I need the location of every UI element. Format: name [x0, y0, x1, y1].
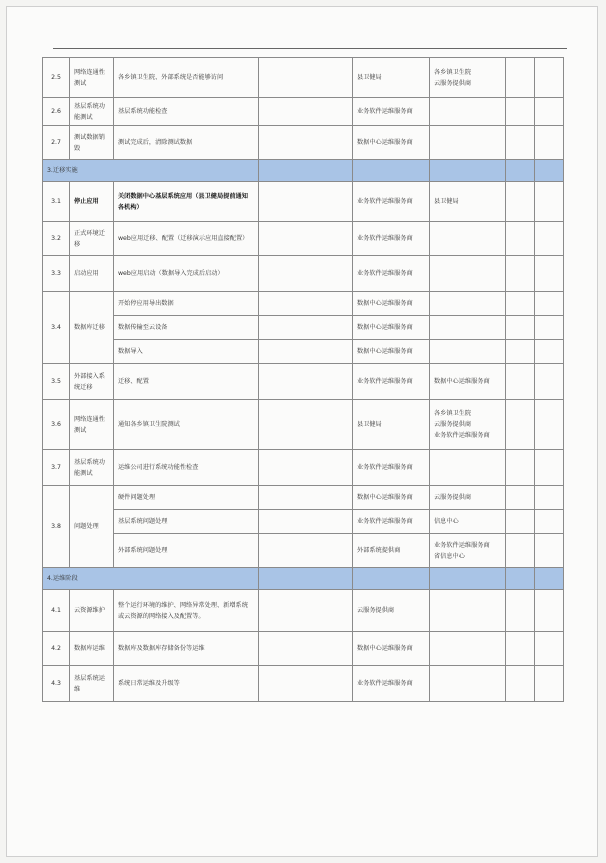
blank-cell — [259, 666, 353, 702]
support-cell — [430, 632, 506, 666]
step-number: 3.1 — [43, 182, 70, 222]
step-number: 4.3 — [43, 666, 70, 702]
support-party: 县卫健局 — [434, 198, 459, 205]
step-name: 数据库迁移 — [70, 292, 114, 364]
step-content: 硬件问题处理 — [114, 486, 259, 510]
blank-cell — [535, 400, 564, 450]
support-party: 省信息中心 — [434, 552, 465, 560]
step-content: 开始停应用导出数据 — [114, 292, 259, 316]
support-cell — [430, 590, 506, 632]
owner-cell: 数据中心运维服务商 — [353, 126, 430, 160]
blank-cell — [506, 256, 535, 292]
step-number: 3.2 — [43, 222, 70, 256]
blank-cell — [259, 590, 353, 632]
support-cell — [430, 534, 506, 568]
owner-cell: 数据中心运维服务商 — [353, 632, 430, 666]
blank-cell — [259, 364, 353, 400]
blank-cell — [535, 126, 564, 160]
support-cell — [430, 486, 506, 510]
step-content: 迁移、配置 — [114, 364, 259, 400]
blank-cell — [506, 632, 535, 666]
support-cell — [430, 126, 506, 160]
table-row — [43, 182, 564, 222]
blank-cell — [259, 126, 353, 160]
blank-cell — [353, 568, 430, 590]
blank-cell — [506, 292, 535, 316]
owner-cell: 数据中心运维服务商 — [353, 486, 430, 510]
support-party: 各乡镇卫生院 — [434, 68, 472, 76]
support-party: 云服务提供商 — [434, 494, 472, 501]
blank-cell — [430, 292, 506, 316]
blank-cell — [506, 58, 535, 98]
blank-cell — [506, 126, 535, 160]
blank-cell — [430, 316, 506, 340]
table-row — [43, 126, 564, 160]
blank-cell — [259, 450, 353, 486]
support-cell — [430, 182, 506, 222]
blank-cell — [506, 98, 535, 126]
blank-cell — [259, 222, 353, 256]
step-content: web应用启动（数据导入完成后启动） — [114, 256, 259, 292]
blank-cell — [430, 340, 506, 364]
step-name: 外部接入系统迁移 — [70, 364, 114, 400]
section-title: 4.运维阶段 — [43, 568, 259, 590]
step-name: 数据库运维 — [70, 632, 114, 666]
blank-cell — [535, 510, 564, 534]
table-row — [43, 292, 564, 316]
blank-cell — [506, 316, 535, 340]
owner-cell: 数据中心运维服务商 — [353, 316, 430, 340]
step-name: 网络连通性测试 — [70, 58, 114, 98]
blank-cell — [506, 182, 535, 222]
blank-cell — [506, 666, 535, 702]
owner-cell: 业务软件运维服务商 — [353, 510, 430, 534]
table-row — [43, 590, 564, 632]
step-content: 系统日常运维及升级等 — [114, 666, 259, 702]
step-number: 3.3 — [43, 256, 70, 292]
step-name: 网络连通性测试 — [70, 400, 114, 450]
table-row — [43, 486, 564, 510]
support-cell — [430, 400, 506, 450]
table-row — [43, 316, 564, 340]
blank-cell — [259, 160, 353, 182]
support-party: 业务软件运维服务商 — [434, 541, 490, 549]
step-number: 2.5 — [43, 58, 70, 98]
section-header-row — [43, 160, 564, 182]
step-number: 3.7 — [43, 450, 70, 486]
table-row — [43, 256, 564, 292]
step-content: 各乡镇卫生院、外部系统是否能够访问 — [114, 58, 259, 98]
table-row — [43, 510, 564, 534]
blank-cell — [535, 98, 564, 126]
step-number: 4.1 — [43, 590, 70, 632]
step-number: 3.4 — [43, 292, 70, 364]
owner-cell: 业务软件运维服务商 — [353, 666, 430, 702]
blank-cell — [535, 364, 564, 400]
blank-cell — [506, 364, 535, 400]
support-cell — [430, 364, 506, 400]
blank-cell — [259, 400, 353, 450]
step-content: 基层系统功能检查 — [114, 98, 259, 126]
step-content: web应用迁移、配置（迁移演示应用直接配置） — [114, 222, 259, 256]
step-number: 3.6 — [43, 400, 70, 450]
table-row — [43, 222, 564, 256]
blank-cell — [535, 590, 564, 632]
owner-cell: 业务软件运维服务商 — [353, 450, 430, 486]
migration-plan-table — [42, 57, 564, 702]
step-content: 外部系统问题处理 — [114, 534, 259, 568]
step-number: 3.5 — [43, 364, 70, 400]
step-content: 运维公司进行系统功能性检查 — [114, 450, 259, 486]
blank-cell — [506, 400, 535, 450]
step-name: 云资源维护 — [70, 590, 114, 632]
step-name: 基层系统功能测试 — [70, 98, 114, 126]
step-content: 测试完成后，清除测试数据 — [114, 126, 259, 160]
section-title: 3.迁移实施 — [43, 160, 259, 182]
blank-cell — [535, 486, 564, 510]
step-number: 4.2 — [43, 632, 70, 666]
step-number: 3.8 — [43, 486, 70, 568]
blank-cell — [506, 160, 535, 182]
blank-cell — [259, 568, 353, 590]
blank-cell — [535, 222, 564, 256]
blank-cell — [535, 316, 564, 340]
blank-cell — [259, 316, 353, 340]
owner-cell: 云服务提供商 — [353, 590, 430, 632]
step-name: 基层系统运维 — [70, 666, 114, 702]
blank-cell — [506, 222, 535, 256]
table-row — [43, 400, 564, 450]
blank-cell — [535, 340, 564, 364]
owner-cell: 业务软件运维服务商 — [353, 256, 430, 292]
step-content: 整个运行环境的维护、网络异常处理、新增系统或云资源的网络接入及配置等。 — [114, 590, 259, 632]
blank-cell — [506, 486, 535, 510]
step-content: 数据导入 — [114, 340, 259, 364]
support-party: 信息中心 — [434, 518, 459, 525]
step-name: 正式环境迁移 — [70, 222, 114, 256]
step-name: 问题处理 — [70, 486, 114, 568]
blank-cell — [259, 58, 353, 98]
owner-cell: 业务软件运维服务商 — [353, 364, 430, 400]
blank-cell — [353, 160, 430, 182]
table-row — [43, 340, 564, 364]
blank-cell — [535, 534, 564, 568]
support-cell — [430, 666, 506, 702]
support-cell — [430, 58, 506, 98]
step-content: 关闭数据中心基层系统应用（县卫健局提前通知各机构） — [114, 182, 259, 222]
support-cell — [430, 510, 506, 534]
blank-cell — [259, 510, 353, 534]
step-name: 测试数据销毁 — [70, 126, 114, 160]
step-number: 2.6 — [43, 98, 70, 126]
owner-cell: 县卫健局 — [353, 58, 430, 98]
blank-cell — [535, 632, 564, 666]
owner-cell: 数据中心运维服务商 — [353, 292, 430, 316]
blank-cell — [535, 182, 564, 222]
owner-cell: 外部系统提供商 — [353, 534, 430, 568]
blank-cell — [430, 160, 506, 182]
blank-cell — [259, 292, 353, 316]
support-cell — [430, 450, 506, 486]
blank-cell — [259, 256, 353, 292]
support-cell — [430, 98, 506, 126]
support-cell — [430, 222, 506, 256]
blank-cell — [535, 450, 564, 486]
blank-cell — [535, 666, 564, 702]
step-content: 数据库及数据库存储备份等运维 — [114, 632, 259, 666]
blank-cell — [259, 98, 353, 126]
owner-cell: 业务软件运维服务商 — [353, 98, 430, 126]
blank-cell — [506, 568, 535, 590]
table-row — [43, 632, 564, 666]
owner-cell: 业务软件运维服务商 — [353, 222, 430, 256]
blank-cell — [535, 292, 564, 316]
blank-cell — [259, 340, 353, 364]
owner-cell: 数据中心运维服务商 — [353, 340, 430, 364]
support-party: 业务软件运维服务商 — [434, 432, 490, 439]
blank-cell — [506, 340, 535, 364]
blank-cell — [259, 182, 353, 222]
table-row — [43, 364, 564, 400]
header-rule — [53, 48, 567, 49]
support-party: 云服务提供商 — [434, 79, 472, 87]
support-party: 数据中心运维服务商 — [434, 378, 490, 385]
step-number: 2.7 — [43, 126, 70, 160]
support-party: 云服务提供商 — [434, 421, 472, 428]
step-content: 通知各乡镇卫生院测试 — [114, 400, 259, 450]
blank-cell — [259, 534, 353, 568]
blank-cell — [506, 510, 535, 534]
table-row — [43, 98, 564, 126]
owner-cell: 县卫健局 — [353, 400, 430, 450]
blank-cell — [259, 632, 353, 666]
blank-cell — [506, 534, 535, 568]
support-cell — [430, 256, 506, 292]
table-row — [43, 58, 564, 98]
step-content: 基层系统问题处理 — [114, 510, 259, 534]
blank-cell — [535, 256, 564, 292]
blank-cell — [506, 450, 535, 486]
blank-cell — [259, 486, 353, 510]
table-row — [43, 666, 564, 702]
blank-cell — [430, 568, 506, 590]
owner-cell: 业务软件运维服务商 — [353, 182, 430, 222]
blank-cell — [535, 160, 564, 182]
step-content: 数据传输至云设备 — [114, 316, 259, 340]
step-name: 基层系统功能测试 — [70, 450, 114, 486]
blank-cell — [535, 568, 564, 590]
support-party: 各乡镇卫生院 — [434, 410, 472, 417]
section-header-row — [43, 568, 564, 590]
blank-cell — [535, 58, 564, 98]
table-row — [43, 450, 564, 486]
blank-cell — [506, 590, 535, 632]
step-name: 停止应用 — [70, 182, 114, 222]
table-row — [43, 534, 564, 568]
step-name: 启动应用 — [70, 256, 114, 292]
